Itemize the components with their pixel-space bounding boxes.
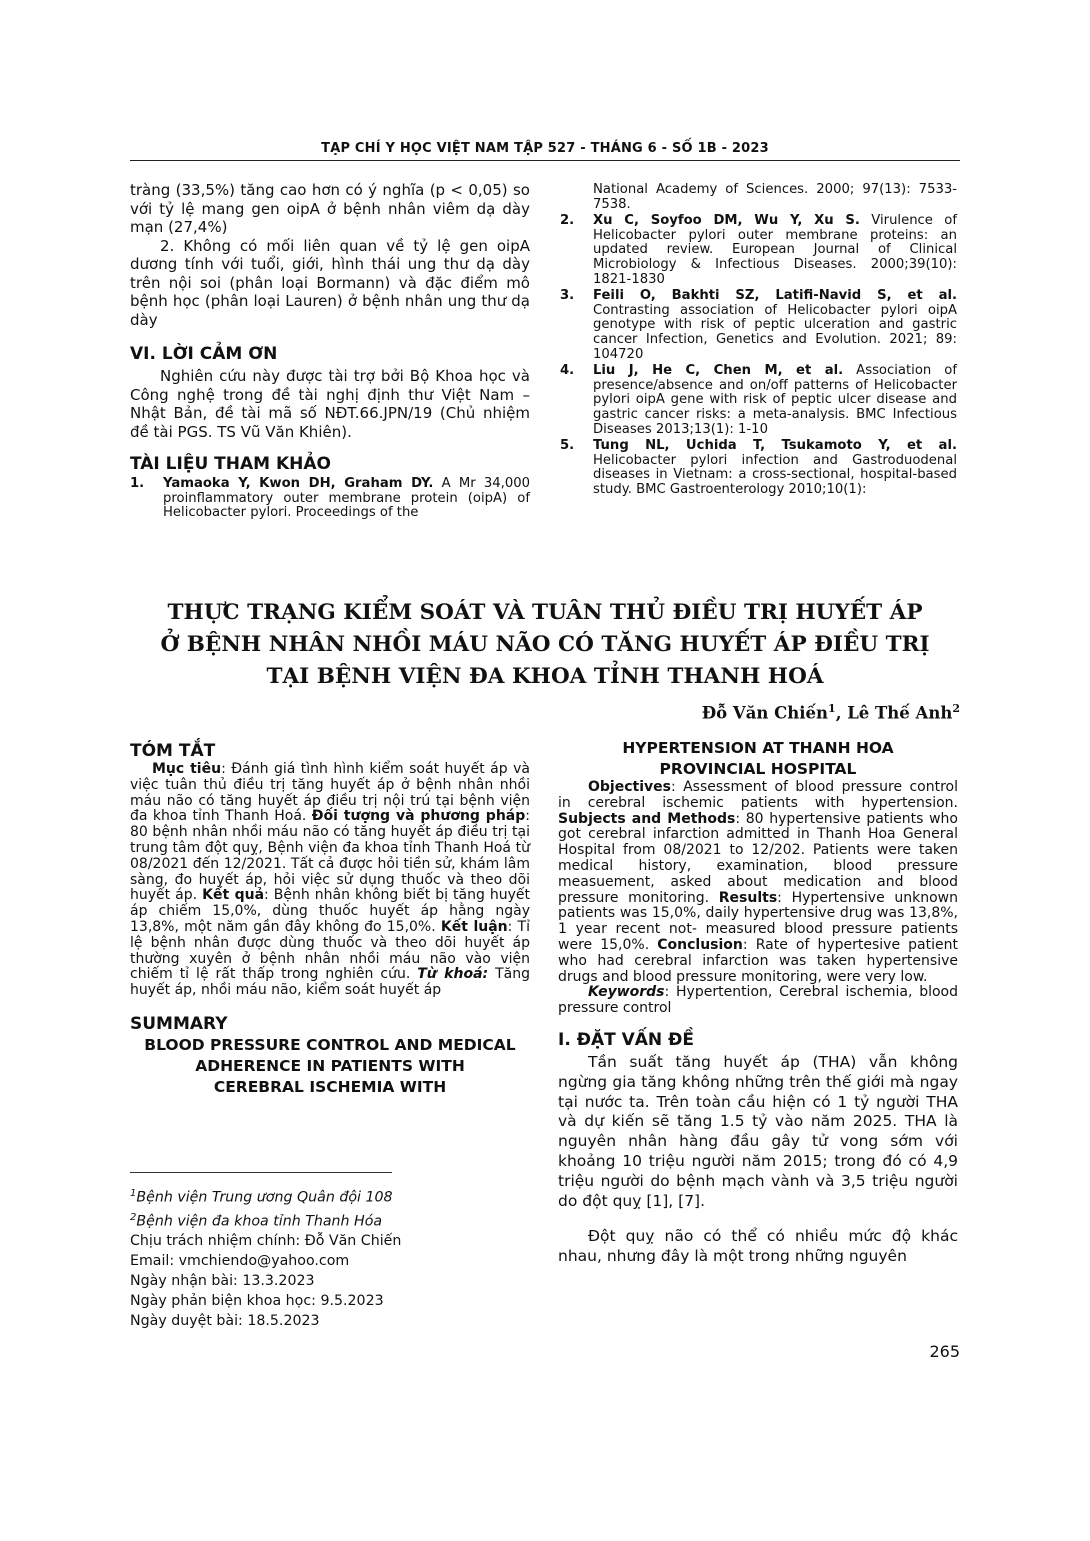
introduction-heading: I. ĐẶT VẤN ĐỀ [558,1029,694,1050]
date-accepted: Ngày duyệt bài: 18.5.2023 [130,1313,320,1330]
author-name: Đỗ Văn Chiến [701,703,829,723]
date-reviewed: Ngày phản biện khoa học: 9.5.2023 [130,1293,384,1310]
affiliation-2: $^2$Bệnh viện đa khoa tỉnh Thanh Hóa [130,1211,383,1230]
responsible-author: Chịu trách nhiệm chính: Đỗ Văn Chiến [130,1233,402,1250]
journal-header: TẠP CHÍ Y HỌC VIỆT NAM TẬP 527 - THÁNG 6 - SỐ 1B - 2023 [321,141,769,156]
reference-item: 5. Tung NL, Uchida T, Tsukamoto Y, et al. Helicobacter pylori infection and Gastroduodenal diseases in Vietnam: a cross-sectional, hospital-based study. BMC Gastroenterology 2010;10(1): [560,438,957,497]
introduction-para-2: Đột quỵ não có thể có nhiều mức độ khác nhau, nhưng đây là một trong những nguyên [558,1226,958,1265]
prev-article-right-column [560,183,957,497]
prev-article-left-column [130,181,530,521]
reference-item: 4. Liu J, He C, Chen M, et al. Association of presence/absence and on/off patterns of Helicobacter pylori oipA gene with risk of peptic ulcer disease and gastric cancer risks: a meta-analysis. BMC Infectious Diseases 2013;13(1): 1-10 [560,363,958,437]
reference-item: 2. Xu C, Soyfoo DM, Wu Y, Xu S. Virulence of Helicobacter pylori outer membrane proteins: an updated review. European Journal of Clinical Microbiology & Infectious Diseases. 2000;39(10): 1821-1830 [560,213,957,287]
footnote-rule [130,1172,392,1173]
affiliation-1: $^1$Bệnh viện Trung ương Quân đội 108 [130,1188,393,1206]
acknowledgement-text: Nghiên cứu này được tài trợ bởi Bộ Khoa học và Công nghệ trong đề tài nghị định thư Việt Nam – Nhật Bản, đề tài mã số NĐT.66.JPN/19 (Chủ nhiệm đề tài PGS. TS Vũ Văn Khiên). [130,367,530,441]
summary-right-column [558,738,958,1282]
author-name: Lê Thế Anh [847,703,953,723]
summary-title: BLOOD PRESSURE CONTROL AND MEDICAL ADHERENCE IN PATIENTS WITH CEREBRAL ISCHEMIA WITH [144,1035,516,1096]
article-title-line: Ở BỆNH NHÂN NHỒI MÁU NÃO CÓ TĂNG HUYẾT ÁP ĐIỀU TRỊ [160,632,930,657]
summary-en-keywords: Keywords: Hypertention, Cerebral ischemia, blood pressure control [558,984,958,1017]
conclusion-para-2: 2. Không có mối liên quan về tỷ lệ gen oipA dương tính với tuổi, giới, hình thái ung thư dạ dày trên nội soi (phân loại Bormann) và đặc điểm mô bệnh học (phân loại Lauren) ở bệnh nhân ung thư dạ dày [130,236,530,329]
header-rule [130,160,960,161]
conclusion-para-1: tràng (33,5%) tăng cao hơn có ý nghĩa (p < 0,05) so với tỷ lệ mang gen oipA ở bệnh nhân viêm dạ dày mạn (27,4%) [130,181,530,236]
article-title [130,597,960,693]
abstract-vi-heading: TÓM TẮT [130,741,216,761]
reference-item: 3. Feili O, Bakhti SZ, Latifi-Navid S, et al. Contrasting association of Helicobacter pylori oipA genotype with risk of peptic ulceration and gastric cancer Infection, Genetics and Evolution. 2021; 89: 104720 [560,288,957,362]
article-title-line: THỰC TRẠNG KIỂM SOÁT VÀ TUÂN THỦ ĐIỀU TRỊ HUYẾT ÁP [167,600,923,625]
author-affiliation-mark: 1 [828,702,836,715]
reference-list-right [560,183,957,497]
date-received: Ngày nhận bài: 13.3.2023 [130,1273,315,1290]
references-heading: TÀI LIỆU THAM KHẢO [130,454,331,474]
article-title-line: TẠI BỆNH VIỆN ĐA KHOA TỈNH THANH HOÁ [266,664,824,689]
summary-title-continued: HYPERTENSION AT THANH HOA PROVINCIAL HOSPITAL [622,739,894,778]
abstract-vi-body: Mục tiêu: Đánh giá tình hình kiểm soát huyết áp và việc tuân thủ điều trị tăng huyết áp ở bệnh nhân nhồi máu não có tăng huyết áp điều trị nội trú tại bệnh viện đa khoa tỉnh Thanh Hoá. Đối tượng và phương pháp: 80 bệnh nhân nhồi máu não có tăng huyết áp điều trị tại trung tâm đột quỵ, Bệnh viện đa khoa tỉnh Thanh Hoá từ 08/2021 đến 12/2021. Tất cả được hỏi tiền sử, khám lâm sàng, đo huyết áp, hỏi việc sử dụng thuốc và theo dõi huyết áp. Kết quả: Bệnh nhân không biết bị tăng huyết áp chiếm 15,0%, dùng thuốc huyết áp hằng ngày 13,8%, một năm gần đây không đo 15,0%. Kết luận: Tỉ lệ bệnh nhân được dùng thuốc và theo dõi huyết áp thường xuyên ở bệnh nhân nhồi máu não vào viện chiếm tỉ lệ rất thấp trong nghiên cứu. Từ khoá: Tăng huyết áp, nhồi máu não, kiểm soát huyết áp [130,761,531,999]
article-authors: Đỗ Văn Chiến$^1$, Lê Thế Anh$^2$ [701,702,960,723]
author-affiliation-mark: 2 [952,702,960,715]
reference-item-continued: National Academy of Sciences. 2000; 97(13): 7533-7538. [593,182,957,212]
reference-item: 1. Yamaoka Y, Kwon DH, Graham DY. A Mr 34,000 proinflammatory outer membrane protein (oipA) of Helicobacter pylori. Proceedings of the [130,476,530,521]
abstract-left-column [130,740,530,1098]
acknowledgement-heading: VI. LỜI CẢM ƠN [130,344,278,364]
introduction-para-1: Tần suất tăng huyết áp (THA) vẫn không ngừng gia tăng không những trên thế giới mà ngay tại nước ta. Trên toàn cầu hiện có 1 tỷ người THA và dự kiến sẽ tăng 1.5 tỷ vào năm 2025. THA là nguyên nhân hàng đầu gây tử vong sớm với khoảng 10 triệu người năm 2015; trong đó có 4,9 triệu người do bệnh mạch vành và 3,5 triệu người do đột quỵ [1], [7]. [558,1052,958,1210]
page-number: 265 [929,1342,960,1361]
summary-heading: SUMMARY [130,1013,228,1034]
email: Email: vmchiendo@yahoo.com [130,1253,350,1270]
footnotes [130,1184,530,1331]
reference-list-left [130,477,530,521]
summary-en-body: Objectives: Assessment of blood pressure control in cerebral ischemic patients with hypertension. Subjects and Methods: 80 hypertensive patients who got cerebral infarction admitted in Thanh Hoa General Hospital from 08/2021 to 12/202. Patients were taken medical history, examination, blood pressure measuement, asked about medication and blood pressure monitoring. Results: Hypertensive unknown patients was 15,0%, daily hypertensive drug was 13,8%, 1 year recent not- measured blood pressure patients were 15,0%. Conclusion: Rate of hypertesive patient who had cerebral infarction was taken hypertensive drugs and blood pressure monitoring, were very low. [558,779,959,985]
